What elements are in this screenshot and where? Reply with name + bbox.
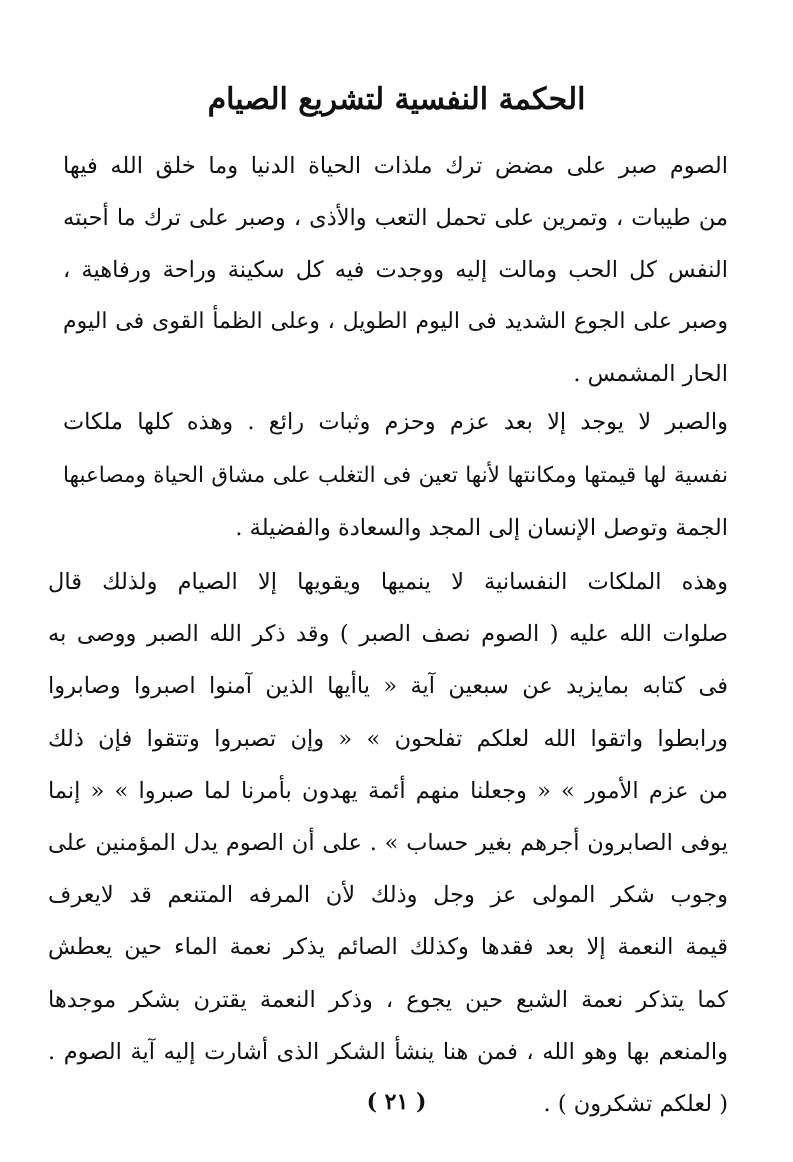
text-line: ورابطوا واتقوا الله لعلكم تفلحون » « وإن تصبروا وتتقوا فإن ذلك: [48, 725, 728, 752]
text-line: وصبر على الجوع الشديد فى اليوم الطويل ، وعلى الظمأ القوى فى اليوم: [63, 309, 728, 334]
text-line: الجمة وتوصل الإنسان إلى المجد والسعادة والفضيلة .: [235, 515, 728, 541]
text-line: وجوب شكر المولى عز وجل وذلك لأن المرفه المتنعم قد لايعرف: [48, 882, 728, 909]
text-line: نفسية لها قيمتها ومكانتها لأنها تعين فى التغلب على مشاق الحياة ومصاعبها: [63, 463, 728, 488]
text-line: قيمة النعمة إلا بعد فقدها وكذلك الصائم يذكر نعمة الماء حين يعطش: [48, 934, 728, 961]
text-line: وهذه الملكات النفسانية لا ينميها ويقويها إلا الصيام ولذلك قال: [48, 569, 728, 595]
paragraph-1: [63, 140, 728, 400]
text-line: ( لعلكم تشكرون ) .: [543, 1090, 728, 1117]
text-line: صلوات الله عليه ( الصوم نصف الصبر ) وقد ذكر الله الصبر ووصى به: [48, 621, 728, 648]
paragraph-3: [48, 556, 728, 1130]
page-number: ( ٢١ ): [366, 1089, 427, 1115]
text-line: كما يتذكر نعمة الشبع حين يجوع ، وذكر النعمة يقترن بشكر موجدها: [48, 986, 728, 1013]
text-line: الحار المشمس .: [573, 361, 728, 387]
paragraph-2: [63, 396, 728, 555]
text-line: النفس كل الحب ومالت إليه ووجدت فيه كل سكينة وراحة ورفاهية ،: [63, 257, 728, 283]
page-title: الحكمة النفسية لتشريع الصيام: [207, 82, 586, 117]
text-line: والمنعم بها وهو الله ، فمن هنا ينشأ الشكر الذى أشارت إليه آية الصوم .: [48, 1038, 728, 1065]
text-line: والصبر لا يوجد إلا بعد عزم وحزم وثبات رائع . وهذه كلها ملكات: [63, 409, 728, 435]
text-line: فى كتابه بمايزيد عن سبعين آية « ياأيها الذين آمنوا اصبروا وصابروا: [48, 673, 728, 700]
text-line: يوفى الصابرون أجرهم بغير حساب » . على أن الصوم يدل المؤمنين على: [48, 829, 728, 856]
text-line: من طيبات ، وتمرين على تحمل التعب والأذى ، وصبر على ترك ما أحبته: [63, 205, 728, 231]
text-line: من عزم الأمور » « وجعلنا منهم أئمة يهدون بأمرنا لما صبروا » « إنما: [48, 777, 728, 804]
text-line: الصوم صبر على مضض ترك ملذات الحياة الدنيا وما خلق الله فيها: [63, 153, 728, 179]
